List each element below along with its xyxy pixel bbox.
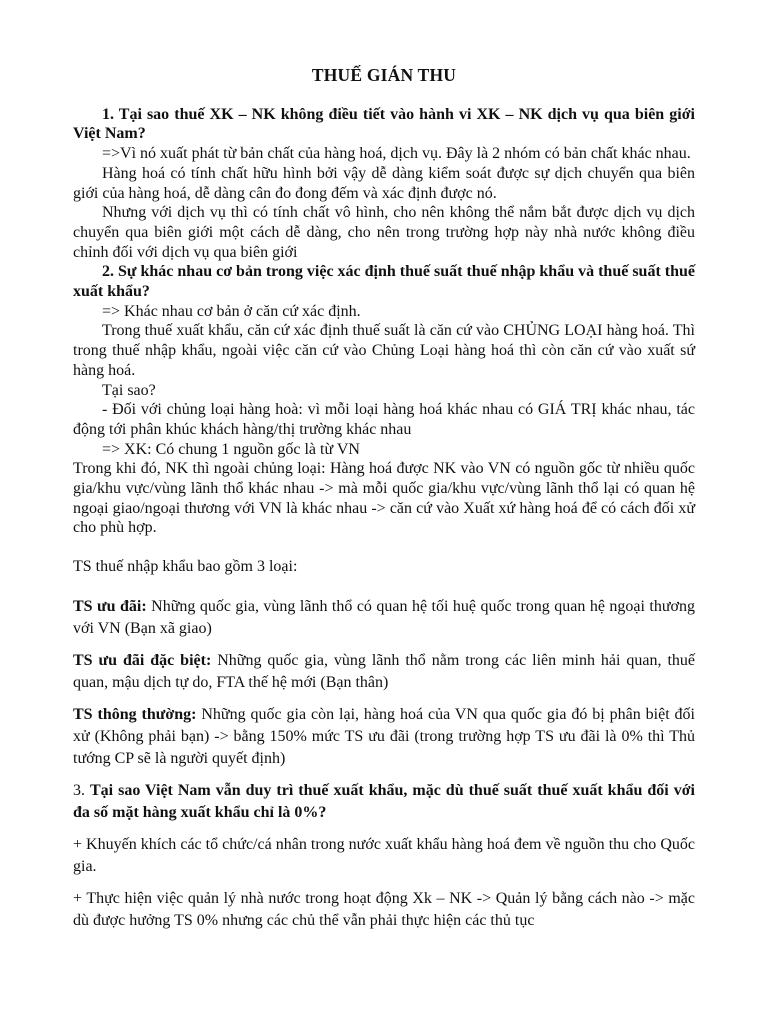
question-1-services-paragraph: Nhưng với dịch vụ thì có tính chất vô hình, cho nên không thể nắm bắt được dịch vụ dịch chuyển qua biên giới một cách dễ dàng, cho nên trong trường hợp này nhà nước không điều chỉnh đối với dịch vụ qua biên giới: [73, 204, 695, 261]
tariff-normal-text: Những quốc gia còn lại, hàng hoá của VN qua quốc gia đó bị phân biệt đối xử (Không phải bạn) -> bằng 150% mức TS ưu đãi (trong trường hợp TS ưu đãi là 0% thì Thủ tướng CP sẽ là người quyết định): [73, 705, 695, 767]
question-3-heading: [73, 780, 695, 824]
tariff-preferential-text: Những quốc gia, vùng lãnh thổ có quan hệ tối huệ quốc trong quan hệ ngoại thương với VN (Bạn xã giao): [73, 597, 695, 637]
tariff-intro: TS thuế nhập khẩu bao gồm 3 loại:: [73, 558, 298, 576]
tariff-special-text: Những quốc gia, vùng lãnh thổ nằm trong các liên minh hải quan, thuế quan, mậu dịch tự do, FTA thế hệ mới (Bạn thân): [73, 651, 696, 691]
question-2-category-paragraph: - Đối với chủng loại hàng hoà: vì mỗi loại hàng hoá khác nhau có GIÁ TRỊ khác nhau, tác động tới phân khúc khách hàng/thị trường khác nhau: [73, 401, 695, 438]
tariff-normal-label: TS thông thường:: [73, 705, 197, 723]
question-3-point-1: + Khuyến khích các tổ chức/cá nhân trong nước xuất khẩu hàng hoá đem về nguồn thu cho Quốc gia.: [73, 835, 695, 875]
question-2-export-origin: => XK: Có chung 1 nguồn gốc là từ VN: [102, 440, 360, 458]
question-1-answer-intro: =>Vì nó xuất phát từ bản chất của hàng hoá, dịch vụ. Đây là 2 nhóm có bản chất khác nhau.: [102, 145, 691, 163]
tariff-special-label: TS ưu đãi đặc biệt:: [73, 651, 212, 669]
question-2-basis-paragraph: Trong thuế xuất khẩu, căn cứ xác định thuế suất là căn cứ vào CHỦNG LOẠI hàng hoá. Thì trong thuế nhập khẩu, ngoài việc căn cứ vào Chủng Loại hàng hoá thì còn căn cứ vào xuất sứ hàng hoá.: [73, 322, 695, 379]
tariff-preferential: [73, 596, 695, 640]
question-3-title: Tại sao Việt Nam vẫn duy trì thuế xuất khẩu, mặc dù thuế suất thuế xuất khẩu đối với đa số mặt hàng xuất khẩu chỉ là 0%?: [73, 781, 696, 821]
tariff-special-preferential: [73, 650, 695, 694]
document-title: THUẾ GIÁN THU: [311, 65, 457, 85]
question-2-why: Tại sao?: [102, 381, 156, 399]
question-1-heading: 1. Tại sao thuế XK – NK không điều tiết vào hành vi XK – NK dịch vụ qua biên giới Việt Nam?: [73, 105, 695, 143]
question-2-import-origin-paragraph: Trong khi đó, NK thì ngoài chủng loại: Hàng hoá được NK vào VN có nguồn gốc từ nhiều quốc gia/khu vực/vùng lãnh thổ khác nhau -> mà mỗi quốc gia/khu vực/vùng lãnh thổ lại có quan hệ ngoại giao/ngoại thương với VN là khác nhau -> căn cứ vào Xuất xứ hàng hoá để có cách đối xử cho phù hợp.: [73, 460, 695, 537]
question-1-goods-paragraph: Hàng hoá có tính chất hữu hình bởi vậy dễ dàng kiểm soát được sự dịch chuyển qua biên giới của hàng hoá, dễ dàng cân đo đong đếm và xác định được nó.: [73, 164, 695, 202]
question-3-number: 3.: [73, 781, 90, 799]
question-2-answer-intro: => Khác nhau cơ bản ở căn cứ xác định.: [102, 302, 361, 320]
question-2-heading: 2. Sự khác nhau cơ bản trong việc xác định thuế suất thuế nhập khẩu và thuế suất thuế xuất khẩu?: [73, 263, 695, 301]
question-3-point-2: + Thực hiện việc quản lý nhà nước trong hoạt động Xk – NK -> Quản lý bằng cách nào -> mặc dù được hưởng TS 0% nhưng các chủ thể vẫn phải thực hiện các thủ tục: [73, 889, 695, 929]
tariff-preferential-label: TS ưu đãi:: [73, 597, 147, 615]
tariff-normal: [73, 704, 695, 770]
